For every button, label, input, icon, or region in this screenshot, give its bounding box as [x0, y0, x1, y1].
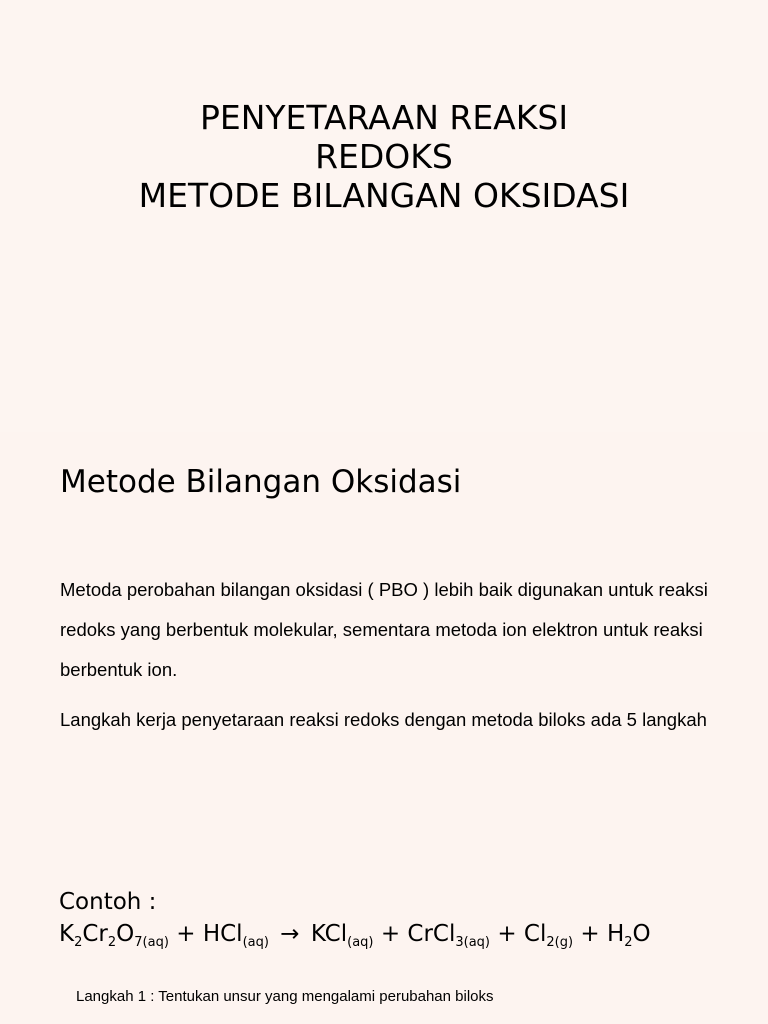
eq-h-sub: 2: [624, 935, 633, 950]
title-line-2: REDOKS: [315, 137, 453, 176]
eq-h: + H: [580, 921, 625, 947]
eq-cr: Cr: [82, 921, 108, 947]
eq-k: K: [59, 921, 75, 947]
section-heading: Metode Bilangan Oksidasi: [60, 464, 462, 500]
reaction-equation: [59, 918, 651, 950]
title-slide: [0, 0, 768, 432]
eq-kcl: KCl: [310, 921, 348, 947]
eq-o2: O: [632, 921, 651, 947]
eq-cl-sub: 2(g): [546, 935, 574, 950]
reaction-arrow-icon: →: [280, 921, 300, 947]
paragraph-langkah: Langkah kerja penyetaraan reaksi redoks dengan metoda biloks ada 5 langkah: [60, 709, 707, 730]
eq-crcl-sub: 3(aq): [455, 935, 491, 950]
eq-o: O: [116, 921, 135, 947]
eq-kcl-sub: (aq): [347, 935, 374, 950]
eq-k-sub: 2: [74, 935, 83, 950]
title-line-1: PENYETARAAN REAKSI: [199, 98, 569, 137]
paragraph-pbo: Metoda perobahan bilangan oksidasi ( PBO ) lebih baik digunakan untuk reaksi redoks yang berbentuk molekular, sementara metoda ion elektron untuk reaksi berbentuk ion.: [60, 579, 708, 680]
example-block: [59, 886, 651, 950]
example-label: Contoh :: [59, 889, 157, 915]
title-line-3: METODE BILANGAN OKSIDASI: [138, 176, 630, 215]
eq-cr-sub: 2: [107, 935, 117, 950]
eq-hcl: + HCl: [176, 921, 243, 947]
eq-o-sub: 7(aq): [134, 935, 169, 950]
step-1-text: Langkah 1 : Tentukan unsur yang mengalami perubahan biloks: [76, 988, 494, 1005]
slide-title: [0, 98, 768, 215]
eq-cl: + Cl: [497, 921, 547, 947]
eq-hcl-sub: (aq): [242, 935, 269, 950]
eq-crcl: + CrCl: [380, 921, 456, 947]
